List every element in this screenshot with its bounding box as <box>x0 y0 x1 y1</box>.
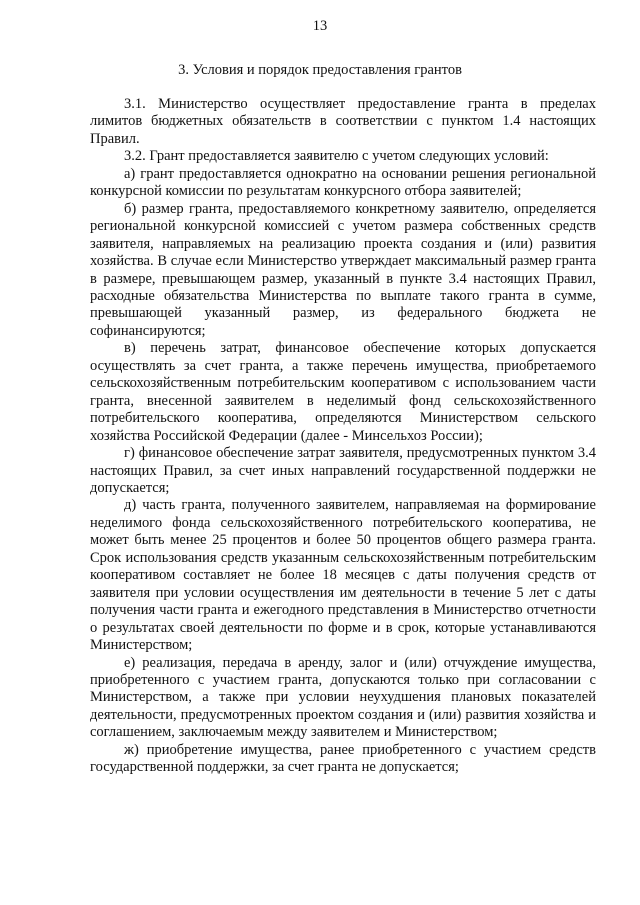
section-heading: 3. Условия и порядок предоставления грантов <box>178 62 462 78</box>
document-body <box>90 96 596 777</box>
paragraph-item-a: а) грант предоставляется однократно на основании решения региональной конкурсной комиссии по результатам конкурсного отбора заявителей; <box>90 165 596 200</box>
paragraph-item-g: г) финансовое обеспечение затрат заявителя, предусмотренных пунктом 3.4 настоящих Правил, за счет иных направлений государственной поддержки не допускается; <box>90 445 596 496</box>
page-number: 13 <box>312 18 328 34</box>
paragraph-item-d: д) часть гранта, полученного заявителем, направляемая на формирование неделимого фонда сельскохозяйственного потребительского кооператива, не может быть менее 25 процентов и более 50 процентов общего размера гранта. Срок использования средств указанным сельскохозяйственным потребительским кооперативом составляет не более 18 месяцев с даты получения средств от заявителя при условии осуществления им деятельности в течение 5 лет с даты получения части гранта и ежегодного представления в Министерство отчетности о результатах своей деятельности по форме и в срок, которые устанавливаются Министерством; <box>90 497 596 654</box>
paragraph-3-1: 3.1. Министерство осуществляет предоставление гранта в пределах лимитов бюджетных обязательств в соответствии с пунктом 1.4 настоящих Правил. <box>90 96 596 147</box>
paragraph-item-b: б) размер гранта, предоставляемого конкретному заявителю, определяется региональной конкурсной комиссией с учетом размера собственных средств заявителя, направляемых на реализацию проекта создания и (или) развития хозяйства. В случае если Министерство утверждает максимальный размер гранта в размере, превышающем размер, указанный в пункте 3.4 настоящих Правил, расходные обязательства Министерства по выплате такого гранта в сумме, превышающей указанный размер, из федерального бюджета не софинансируются; <box>90 200 596 339</box>
paragraph-item-e: е) реализация, передача в аренду, залог и (или) отчуждение имущества, приобретенного с участием гранта, допускаются только при согласовании с Министерством, а также при условии неухудшения плановых показателей деятельности, предусмотренных проектом создания и (или) развития хозяйства и соглашением, заключаемым между заявителем и Министерством; <box>90 654 596 741</box>
paragraph-item-v: в) перечень затрат, финансовое обеспечение которых допускается осуществлять за счет гранта, а также перечень имущества, приобретаемого сельскохозяйственным потребительским кооперативом с использованием части гранта, внесенной заявителем в неделимый фонд сельскохозяйственного потребительского кооператива, определяются Министерством сельского хозяйства Российской Федерации (далее - Минсельхоз России); <box>90 340 596 444</box>
paragraph-3-2: 3.2. Грант предоставляется заявителю с учетом следующих условий: <box>124 148 549 165</box>
paragraph-item-zh: ж) приобретение имущества, ранее приобретенного с участием средств государственной поддержки, за счет гранта не допускается; <box>90 741 596 776</box>
